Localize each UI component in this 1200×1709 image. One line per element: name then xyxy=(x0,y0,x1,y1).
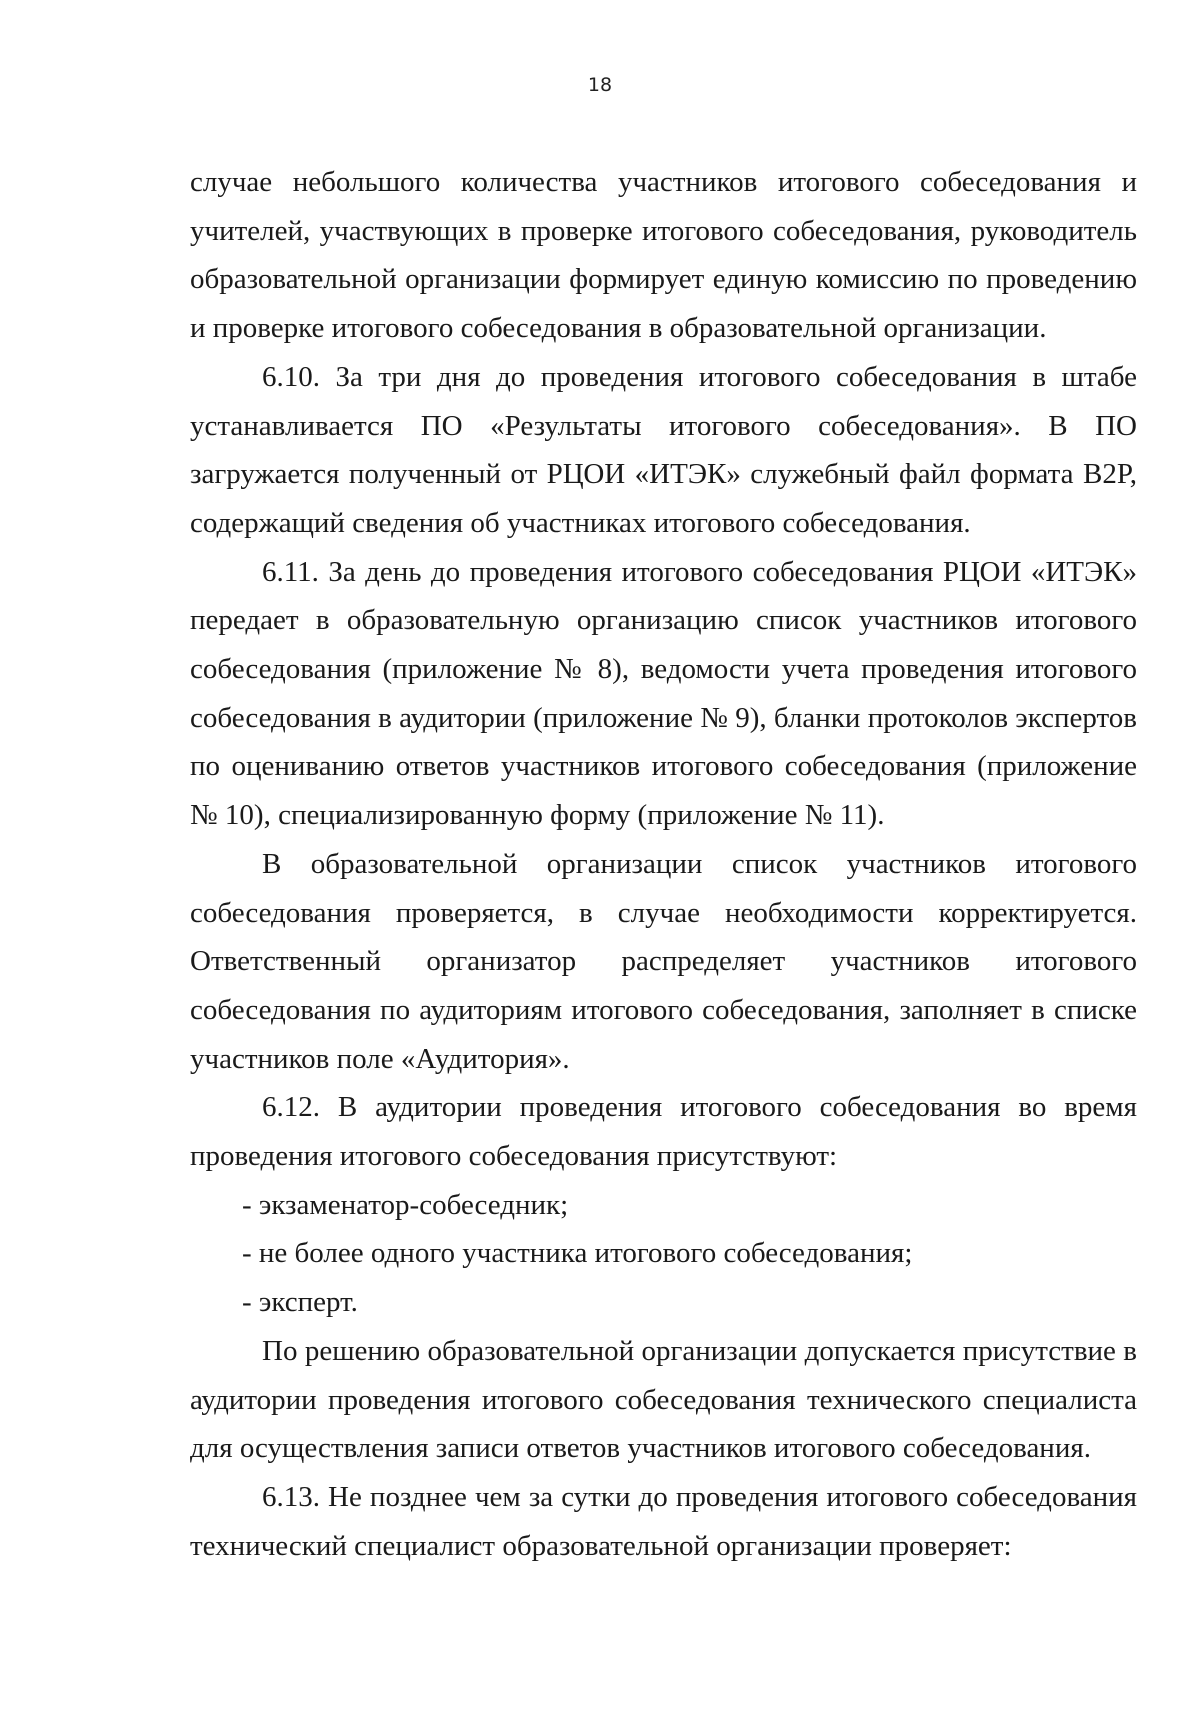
paragraph-continuation: случае небольшого количества участников итогового собеседования и учителей, участвующих в проверке итогового собеседования, руководитель образовательной организации формирует единую комиссию по проведению и проверке итогового собеседования в образовательной организации. xyxy=(190,166,1137,345)
paragraph-6-11: 6.11. За день до проведения итогового собеседования РЦОИ «ИТЭК» передает в образовательную организацию список участников итогового собеседования (приложение № 8), ведомости учета проведения итогового собеседования в аудитории (приложение № 9), бланки протоколов экспертов по оцениванию ответов участников итогового собеседования (приложение № 10), специализированную форму (приложение № 11). xyxy=(190,555,1137,832)
list-item-expert: - эксперт. xyxy=(242,1286,358,1319)
paragraph-6-12: 6.12. В аудитории проведения итогового собеседования во время проведения итогового собеседования присутствуют: xyxy=(190,1091,1137,1173)
list-item-participant: - не более одного участника итогового собеседования; xyxy=(242,1237,913,1270)
document-body xyxy=(190,158,1137,1570)
paragraph-6-13: 6.13. Не позднее чем за сутки до проведения итогового собеседования технический специалист образовательной организации проверяет: xyxy=(190,1480,1137,1562)
paragraph-technical-specialist: По решению образовательной организации допускается присутствие в аудитории проведения итогового собеседования технического специалиста для осуществления записи ответов участников итогового собеседования. xyxy=(190,1334,1137,1465)
paragraph-6-10: 6.10. За три дня до проведения итогового собеседования в штабе устанавливается ПО «Результаты итогового собеседования». В ПО загружается полученный от РЦОИ «ИТЭК» служебный файл формата B2P, содержащий сведения об участниках итогового собеседования. xyxy=(190,360,1137,539)
paragraph-participant-list-check: В образовательной организации список участников итогового собеседования проверяется, в случае необходимости корректируется. Ответственный организатор распределяет участников итогового собеседования по аудиториям итогового собеседования, заполняет в списке участников поле «Аудитория». xyxy=(190,847,1137,1075)
page-number: 18 xyxy=(587,74,613,96)
list-item-examiner: - экзаменатор-собеседник; xyxy=(242,1188,569,1221)
